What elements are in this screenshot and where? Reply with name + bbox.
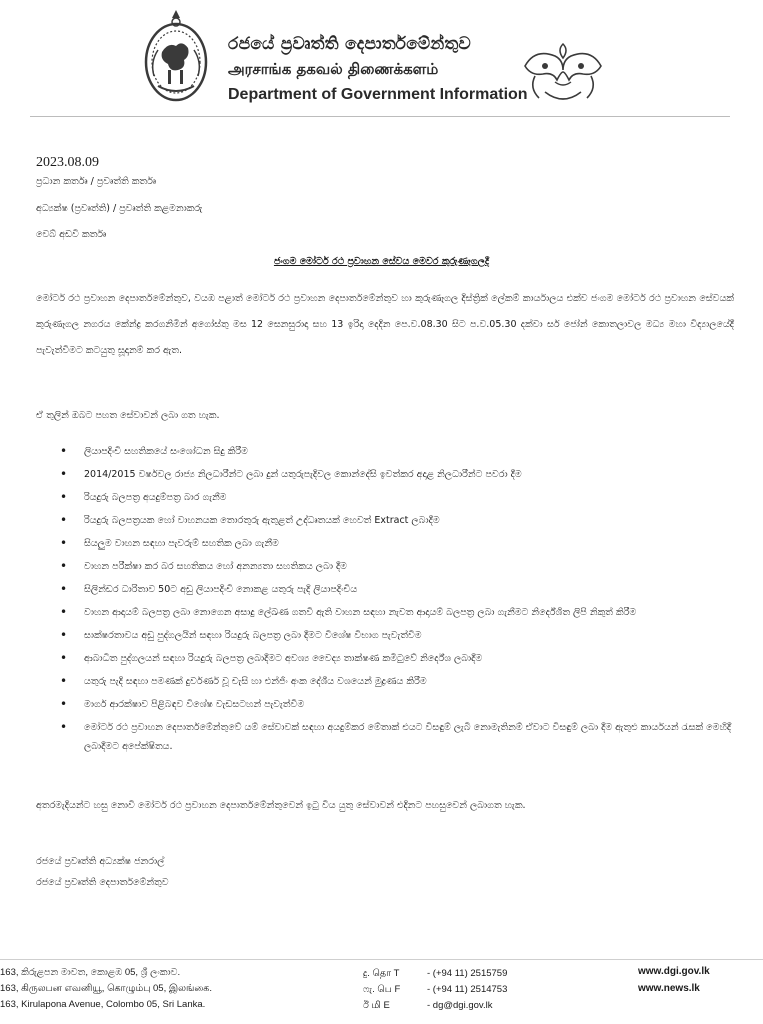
list-item: • රියදුරු බලපත්‍රයක හෝ වාහනයක තොරතුරු ඇතුළත් උද්ධෘතයක් හෙවත් Extract ලබාදීම xyxy=(58,511,738,530)
phone-value: - (+94 11) 2515759 xyxy=(427,968,508,979)
bullet-icon: • xyxy=(60,582,68,596)
email-label: ඊ மி E xyxy=(363,1000,390,1011)
list-item: • රියදුරු බලපත්‍ර අයදුම්පත්‍ර බාර ගැනීම xyxy=(58,488,738,507)
signature-line: රජයේ ප්‍රවෘත්ති අධ්‍යක්ෂ ජනරාල් xyxy=(36,856,165,867)
footer-address-english: 163, Kirulapona Avenue, Colombo 05, Sri Lanka. xyxy=(0,999,206,1010)
bullet-icon: • xyxy=(60,628,68,642)
lion-crest-icon xyxy=(515,36,611,108)
bullet-icon: • xyxy=(60,444,68,458)
list-item: • යතුරු පැදි සඳහා පමණක් දුර්වර්ණ වූ චැසි හා එන්ජිං අංක දේශීය වශයෙන් මුද්‍රණය කිරීම xyxy=(58,672,738,691)
letter-subject: ජංගම මෝටර් රථ ප්‍රවාහන සේවය මෙවර කුරුණෑගලදී xyxy=(273,256,490,267)
list-item: • සිලින්ඩර ධාරිතාව 50ට අඩු ලියාපදිංචි නොකළ යතුරු පැදි ලියාපදිංචිය xyxy=(58,580,738,599)
services-list xyxy=(58,442,738,760)
list-item: • මෝටර් රථ ප්‍රවාහන දෙපාර්තමේන්තුවේ යම් සේවාවක් සඳහා අයදුම්කර මේතාක් එයට විසඳුම් ලැබී නොමැතිනම් ඒවාට විසඳුම් ලබා දීම ඇතුළු කාර්යයන් රැසක් මෙහිදී ලබාදීමට අපේක්ෂිතය. xyxy=(60,720,732,752)
list-item: • සියලුම වාහන සඳහා පැවරුම් සහතික ලබා ගැනීම xyxy=(58,534,738,553)
bullet-icon: • xyxy=(60,674,68,688)
title-sinhala: රජයේ ප්‍රවෘත්ති දෙපාර්තමේන්තුව xyxy=(228,34,472,54)
phone-label: දු. தொ T xyxy=(363,968,400,979)
signature-line: රජයේ ප්‍රවෘත්ති දෙපාර්තමේන්තුව xyxy=(36,877,169,888)
letter-date: 2023.08.09 xyxy=(36,155,99,170)
list-item: • වාහන ආදායම් බලපත්‍ර ලබා නොගෙන අසාදු ලේඛණ ගතවී ඇති වාහන සඳහා නැවත ආදායම් බලපත්‍ර ලබා ගැනීමට නිර්දේශිත ලිපි නිකුත් කිරීම xyxy=(58,603,738,622)
recipient-line: වෙබ් අඩවි කර්තෘ xyxy=(36,229,107,240)
footer-fax xyxy=(363,984,507,996)
website-link-news[interactable]: www.news.lk xyxy=(638,983,700,994)
list-item: • ආබාධිත පුද්ගලයන් සඳහා රියදුරු බලපත්‍ර ලබාදීමට අවශ්‍ය වෛද්‍ය තාක්ෂණ කමිටුවේ නිර්දේශ ලබාදීම xyxy=(58,649,738,668)
header-divider xyxy=(30,116,730,117)
footer-address-sinhala: 163, කිරුළපන මාවත, කොළඹ 05, ශ්‍රී ලංකාව. xyxy=(0,967,181,978)
title-english: Department of Government Information xyxy=(228,86,528,103)
bullet-icon: • xyxy=(60,559,68,573)
sri-lanka-emblem-icon xyxy=(140,6,212,106)
footer-phone xyxy=(363,968,507,980)
email-value[interactable]: - dg@dgi.gov.lk xyxy=(427,1000,493,1011)
footer-email xyxy=(363,1000,492,1012)
bullet-icon: • xyxy=(60,467,68,481)
bullet-icon: • xyxy=(60,697,68,711)
recipient-line: අධ්‍යක්ෂ (ප්‍රවෘත්ති) / ප්‍රවෘත්ති කළමනාකරු xyxy=(36,203,203,214)
footer-address-tamil: 163, கிருலபன எவனியூ, கொழும்பு 05, இலங்கை. xyxy=(0,983,213,994)
bullet-icon: • xyxy=(60,720,68,734)
bullet-icon: • xyxy=(60,536,68,550)
fax-value: - (+94 11) 2514753 xyxy=(427,984,508,995)
title-tamil: அரசாங்க தகவல் திணைக்களம் xyxy=(228,60,439,78)
website-link-dgi[interactable]: www.dgi.gov.lk xyxy=(638,966,710,977)
bullet-icon: • xyxy=(60,605,68,619)
bullet-icon: • xyxy=(60,513,68,527)
list-item: • මාර්ග ආරක්ෂාව පිළිබඳව විශේෂ වැඩසටහන් පැවැත්වීම xyxy=(58,695,738,714)
letterhead xyxy=(0,0,763,118)
recipient-line: ප්‍රධාන කර්තෘ / ප්‍රවෘත්ති කර්තෘ xyxy=(36,176,156,187)
services-intro: ඒ තුලින් ඔබට පහත සේවාවන් ලබා ගත හැක. xyxy=(36,410,220,421)
list-item: • 2014/2015 වර්ෂවල රාජ්‍ය නිලධාරීන්ට ලබා දුන් යතුරුපැදිවල කොන්දේසි ඉවත්කර අදාළ නිලධාරීන්ට පවරා දීම xyxy=(58,465,738,484)
list-item: • වාහන පරීක්ෂා කර බර සහතිකය හෝ අනන්‍යතා සහතිකය ලබා දීම xyxy=(58,557,738,576)
list-item: • ලියාපදිංචි සහතිකයේ සංශෝධන සිදු කිරීම xyxy=(58,442,738,461)
bullet-icon: • xyxy=(60,651,68,665)
fax-label: ෆැ. பெ F xyxy=(363,984,401,995)
footer-divider xyxy=(0,959,763,960)
list-item: • සාක්ෂරතාවය අඩු පුද්ගලයින් සඳහා රියදුරු බලපත්‍ර ලබා දීමට විශේෂ විභාග පැවැත්වීම xyxy=(58,626,738,645)
closing-paragraph: අතරමැදියන්ට හසු නොවී මෝටර් රථ ප්‍රවාහන දෙපාර්තමේන්තුවෙන් ඉටු විය යුතු සේවාවන් එදිනට පහසුවෙන් ලබාගත හැක. xyxy=(36,800,526,811)
body-paragraph: මෝටර් රථ ප්‍රවාහන දෙපාර්තමේන්තුව, වයඹ පළාත් මෝටර් රථ ප්‍රවාහන දෙපාර්තමේන්තුව හා කුරුණෑගල දිස්ත්‍රික් ලේකම් කාර්යාලය එක්ව ජංගම මෝටර් රථ ප්‍රවාහන සේවයක් කුරුණෑගල නගරය කේන්ද්‍ර කරගනිමින් අගෝස්තු මස 12 සෙනසුරාදා සහ 13 ඉරිදා දෙදින පෙ.ව.08.30 සිට ප.ව.05.30 දක්වා සර් ජෝන් කොතලාවල මධ්‍ය මහා විද්‍යාලයේදී පැවැත්වීමට කටයුතු සූදානම් කර ඇත. xyxy=(36,293,734,356)
bullet-icon: • xyxy=(60,490,68,504)
